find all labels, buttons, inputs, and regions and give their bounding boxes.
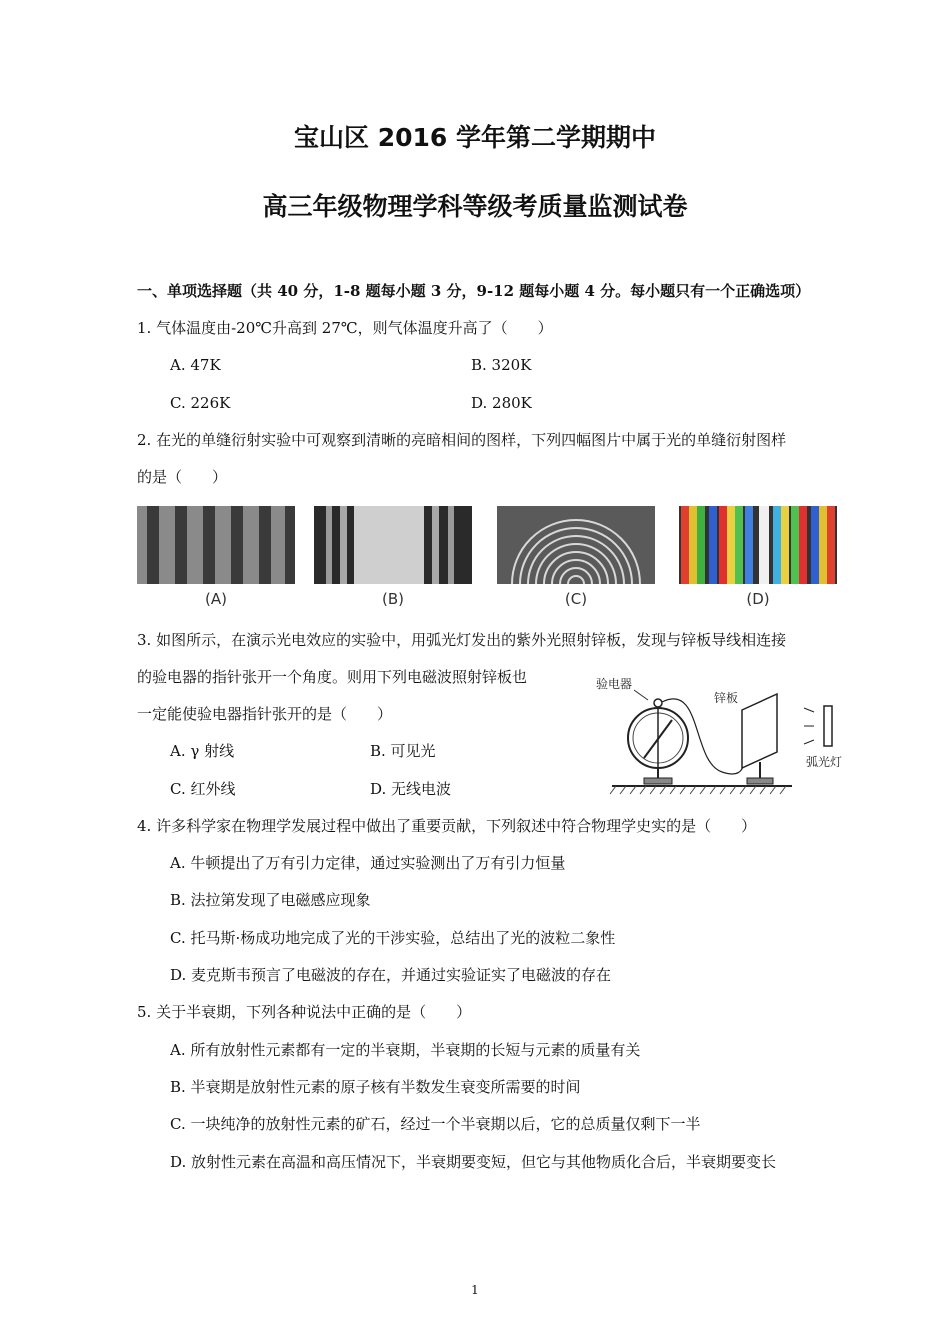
figure-d-color-fringes — [679, 506, 837, 584]
question-1-option-d: D. 280K — [471, 394, 532, 412]
photoelectric-apparatus — [592, 672, 854, 800]
figure-a-fringes — [137, 506, 295, 584]
question-5-option-a: A. 所有放射性元素都有一定的半衰期，半衰期的长短与元素的质量有关 — [170, 1041, 641, 1059]
question-5-option-d: D. 放射性元素在高温和高压情况下，半衰期要变短，但它与其他物质化合后，半衰期要变长 — [170, 1153, 777, 1171]
question-3-option-b: B. 可见光 — [370, 742, 436, 760]
figure-c-label: (C) — [564, 590, 588, 608]
question-3-option-a: A. γ 射线 — [170, 742, 235, 760]
question-1-option-c: C. 226K — [170, 394, 231, 412]
question-5-option-c: C. 一块纯净的放射性元素的矿石，经过一个半衰期以后，它的总质量仅剩下一半 — [170, 1115, 701, 1133]
page-number: 1 — [471, 1283, 479, 1297]
figure-b-label: (B) — [382, 590, 404, 608]
question-1-option-a: A. 47K — [170, 356, 221, 374]
question-3-stem-line2: 的验电器的指针张开一个角度。则用下列电磁波照射锌板也 — [137, 668, 528, 686]
question-2-stem-line2: 的是（ ） — [137, 468, 228, 486]
zinc-plate-label: 锌板 — [714, 691, 739, 705]
question-5-stem: 5. 关于半衰期，下列各种说法中正确的是（ ） — [137, 1003, 472, 1021]
question-3-stem-line1: 3. 如图所示，在演示光电效应的实验中，用弧光灯发出的紫外光照射锌板，发现与锌板导线相连接 — [137, 631, 787, 649]
question-4-option-c: C. 托马斯·杨成功地完成了光的干涉实验，总结出了光的波粒二象性 — [170, 929, 616, 947]
question-3-stem-line3: 一定能使验电器指针张开的是（ ） — [137, 705, 393, 723]
question-4-option-b: B. 法拉第发现了电磁感应现象 — [170, 891, 371, 909]
section-heading: 一、单项选择题（共 40 分，1-8 题每小题 3 分，9-12 题每小题 4 分。每小题只有一个正确选项） — [137, 282, 811, 300]
page-title-line1: 宝山区 2016 学年第二学期期中 — [294, 123, 656, 152]
page-title-line2: 高三年级物理学科等级考质量监测试卷 — [262, 192, 688, 221]
question-1-stem: 1. 气体温度由-20℃升高到 27℃，则气体温度升高了（ ） — [137, 319, 553, 337]
question-2-stem-line1: 2. 在光的单缝衍射实验中可观察到清晰的亮暗相间的图样，下列四幅图片中属于光的单缝衍射图样 — [137, 431, 787, 449]
question-4-stem: 4. 许多科学家在物理学发展过程中做出了重要贡献，下列叙述中符合物理学史实的是（ ） — [137, 817, 757, 835]
question-1-option-b: B. 320K — [471, 356, 532, 374]
figure-a-label: (A) — [205, 590, 227, 608]
diffraction-figures — [137, 506, 837, 606]
question-3-option-c: C. 红外线 — [170, 780, 236, 798]
electroscope-label: 验电器 — [596, 677, 633, 691]
figure-b-single-slit — [314, 506, 472, 584]
question-4-option-a: A. 牛顿提出了万有引力定律，通过实验测出了万有引力恒量 — [170, 854, 566, 872]
question-3-option-d: D. 无线电波 — [370, 780, 452, 798]
question-4-option-d: D. 麦克斯韦预言了电磁波的存在，并通过实验证实了电磁波的存在 — [170, 966, 612, 984]
figure-c-rings — [497, 506, 655, 584]
question-5-option-b: B. 半衰期是放射性元素的原子核有半数发生衰变所需要的时间 — [170, 1078, 581, 1096]
arc-lamp-label: 弧光灯 — [806, 755, 843, 769]
figure-d-label: (D) — [746, 590, 770, 608]
